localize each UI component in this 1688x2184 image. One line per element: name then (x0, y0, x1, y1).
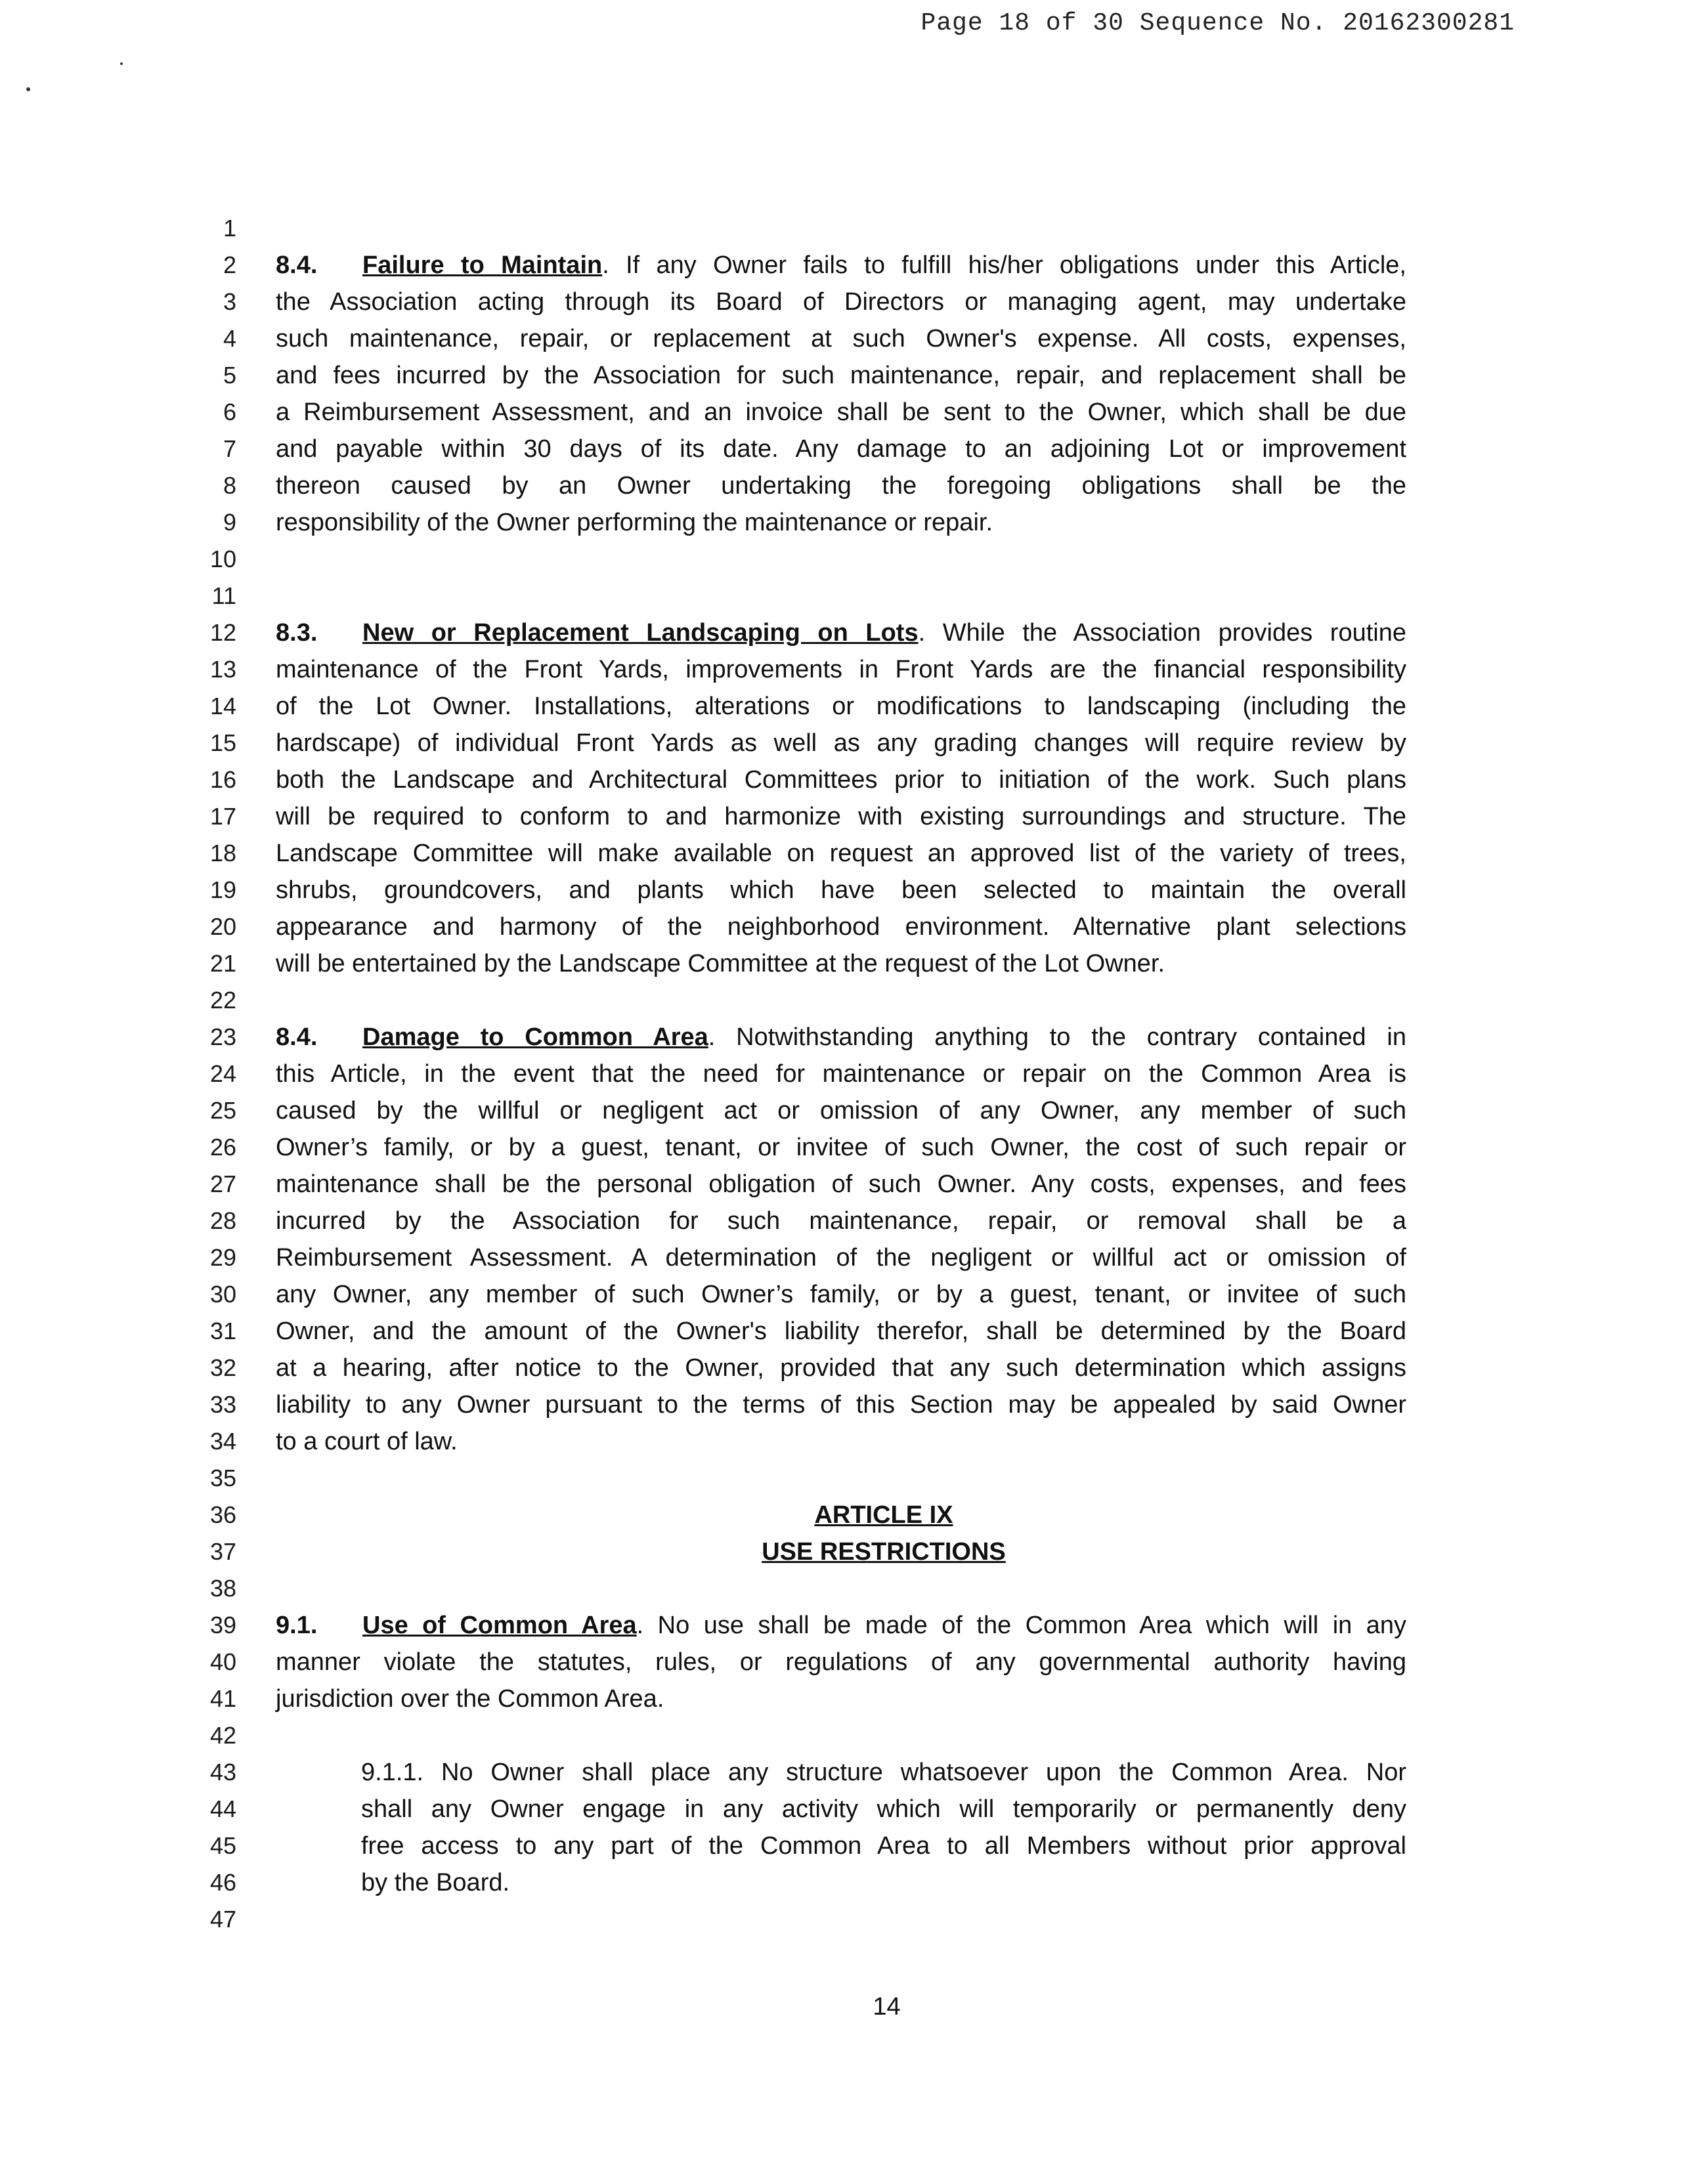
line-number: 25 (209, 1097, 236, 1124)
line-number: 17 (209, 803, 236, 830)
page-footer (0, 1993, 1688, 2021)
section-line: Owner, and the amount of the Owner's liability therefor, shall be determined by the Board (276, 1317, 1406, 1345)
section-line: maintenance of the Front Yards, improvements in Front Yards are the financial responsibility (276, 656, 1406, 683)
line-number: 40 (209, 1648, 236, 1675)
section-8-3-landscaping-first-line: 8.3. New or Replacement Landscaping on Lots. While the Association provides routine (276, 614, 1406, 651)
section-line: this Article, in the event that the need for maintenance or repair on the Common Area is (276, 1060, 1406, 1088)
blank-line (276, 1717, 1406, 1754)
article-subheading: USE RESTRICTIONS (762, 1538, 1006, 1566)
section-line: shrubs, groundcovers, and plants which have been selected to maintain the overall (276, 876, 1406, 904)
line-number: 14 (209, 693, 236, 719)
line-number: 44 (209, 1795, 236, 1822)
line-number: 31 (209, 1317, 236, 1344)
section-line: such maintenance, repair, or replacement at such Owner's expense. All costs, expenses, (276, 325, 1406, 353)
scan-speck (26, 87, 30, 91)
section-line: thereon caused by an Owner undertaking the foregoing obligations shall be the (276, 472, 1406, 500)
section-line: will be required to conform to and harmonize with existing surroundings and structure. The (276, 803, 1406, 830)
line-number: 12 (209, 619, 236, 646)
line-number: 32 (209, 1354, 236, 1381)
section-line: hardscape) of individual Front Yards as well as any grading changes will require review by (276, 729, 1406, 757)
section-line: any Owner, any member of such Owner’s family, or by a guest, tenant, or invitee of such (276, 1281, 1406, 1308)
line-number: 11 (211, 582, 236, 609)
section-title: New or Replacement Landscaping on Lots (362, 619, 919, 647)
subsection-line: free access to any part of the Common Area to all Members without prior approval (361, 1832, 1406, 1860)
line-number: 45 (209, 1832, 236, 1859)
section-8-4-failure-first-line: 8.4. Failure to Maintain. If any Owner fails to fulfill his/her obligations under this Article, (276, 247, 1406, 284)
section-8-4-damage-first-line: 8.4. Damage to Common Area. Notwithstanding anything to the contrary contained in (276, 1019, 1406, 1056)
line-number: 6 (223, 398, 236, 425)
section-line: Owner’s family, or by a guest, tenant, or invitee of such Owner, the cost of such repair or (276, 1134, 1406, 1161)
section-line: will be entertained by the Landscape Committee at the request of the Lot Owner. (276, 950, 1165, 977)
blank-line (276, 210, 1406, 247)
section-line: responsibility of the Owner performing the maintenance or repair. (276, 509, 993, 536)
line-number: 33 (209, 1391, 236, 1418)
blank-line (276, 982, 1406, 1019)
blank-line (276, 541, 1406, 578)
section-line: jurisdiction over the Common Area. (276, 1685, 664, 1713)
line-number: 19 (209, 876, 236, 903)
line-number: 35 (209, 1465, 236, 1491)
line-number: 24 (209, 1060, 236, 1087)
section-line: appearance and harmony of the neighborhood environment. Alternative plant selections (276, 913, 1406, 941)
line-number: 10 (209, 546, 236, 572)
line-number: 4 (223, 325, 236, 352)
section-line: Landscape Committee will make available on request an approved list of the variety of trees, (276, 840, 1406, 867)
section-number: 8.3. (276, 619, 318, 647)
section-line: manner violate the statutes, rules, or regulations of any governmental authority having (276, 1648, 1406, 1676)
line-number: 16 (209, 766, 236, 793)
line-number: 27 (209, 1170, 236, 1197)
line-number: 5 (223, 362, 236, 389)
line-number: 1 (223, 215, 236, 242)
section-line: caused by the willful or negligent act or omission of any Owner, any member of such (276, 1097, 1406, 1124)
line-number: 36 (209, 1501, 236, 1528)
line-number: 2 (223, 251, 236, 278)
section-title: Failure to Maintain (362, 251, 603, 279)
section-line: of the Lot Owner. Installations, alterations or modifications to landscaping (including the (276, 693, 1406, 720)
line-number: 3 (223, 288, 236, 315)
line-number: 42 (209, 1722, 236, 1749)
section-text: No use shall be made of the Common Area which will in any (643, 1612, 1406, 1639)
page-number: 14 (873, 1993, 901, 2021)
section-line: and payable within 30 days of its date. Any damage to an adjoining Lot or improvement (276, 435, 1406, 463)
line-number-column (190, 210, 236, 1938)
section-number: 8.4. (276, 251, 318, 279)
blank-line (276, 1570, 1406, 1607)
line-number: 9 (223, 509, 236, 536)
line-number: 34 (209, 1428, 236, 1455)
line-number: 18 (209, 840, 236, 867)
section-text: Notwithstanding anything to the contrary contained in (715, 1023, 1406, 1051)
subsection-line: by the Board. (361, 1869, 510, 1896)
blank-line (276, 578, 1406, 614)
section-line: both the Landscape and Architectural Committees prior to initiation of the work. Such plans (276, 766, 1406, 794)
section-line: liability to any Owner pursuant to the terms of this Section may be appealed by said Owner (276, 1391, 1406, 1419)
section-line: to a court of law. (276, 1428, 458, 1455)
section-text: While the Association provides routine (925, 619, 1406, 647)
section-title: Damage to Common Area (362, 1023, 708, 1051)
section-9-1-use-first-line: 9.1. Use of Common Area. No use shall be made of the Common Area which will in any (276, 1607, 1406, 1644)
line-number: 26 (209, 1134, 236, 1161)
line-number: 22 (209, 987, 236, 1014)
line-number: 43 (209, 1759, 236, 1786)
section-number: 9.1. (276, 1612, 318, 1639)
scan-speck (120, 62, 123, 65)
line-number: 23 (209, 1023, 236, 1050)
line-number: 20 (209, 913, 236, 940)
line-number: 39 (209, 1612, 236, 1638)
line-number: 37 (209, 1538, 236, 1565)
subsection-line: shall any Owner engage in any activity which will temporarily or permanently deny (361, 1795, 1406, 1823)
line-number: 15 (209, 729, 236, 756)
section-line: incurred by the Association for such maintenance, repair, or removal shall be a (276, 1207, 1406, 1235)
section-title: Use of Common Area (362, 1612, 637, 1639)
blank-line (276, 1901, 1406, 1938)
section-line: the Association acting through its Board of Directors or managing agent, may undertake (276, 288, 1406, 316)
line-number: 28 (209, 1207, 236, 1234)
section-line: and fees incurred by the Association for such maintenance, repair, and replacement shall be (276, 362, 1406, 389)
line-number: 8 (223, 472, 236, 499)
subsection-9-1-1-line: 9.1.1. No Owner shall place any structure whatsoever upon the Common Area. Nor (361, 1759, 1406, 1786)
blank-line (276, 1460, 1406, 1497)
section-number: 8.4. (276, 1023, 318, 1051)
line-number: 7 (223, 435, 236, 462)
section-line: a Reimbursement Assessment, and an invoice shall be sent to the Owner, which shall be due (276, 398, 1406, 426)
article-heading: ARTICLE IX (814, 1501, 953, 1529)
line-number: 47 (209, 1906, 236, 1933)
section-line: maintenance shall be the personal obligation of such Owner. Any costs, expenses, and fees (276, 1170, 1406, 1198)
line-number: 41 (209, 1685, 236, 1712)
section-line: Reimbursement Assessment. A determination of the negligent or willful act or omission of (276, 1244, 1406, 1272)
line-number: 29 (209, 1244, 236, 1271)
line-number: 13 (209, 656, 236, 683)
section-text: If any Owner fails to fulfill his/her obligations under this Article, (609, 251, 1406, 279)
line-number: 21 (209, 950, 236, 977)
document-body (276, 210, 1406, 1938)
page-sequence-header: Page 18 of 30 Sequence No. 20162300281 (920, 9, 1515, 37)
line-number: 46 (209, 1869, 236, 1896)
section-line: at a hearing, after notice to the Owner, provided that any such determination which assigns (276, 1354, 1406, 1382)
line-number: 30 (209, 1281, 236, 1308)
line-number: 38 (209, 1575, 236, 1602)
